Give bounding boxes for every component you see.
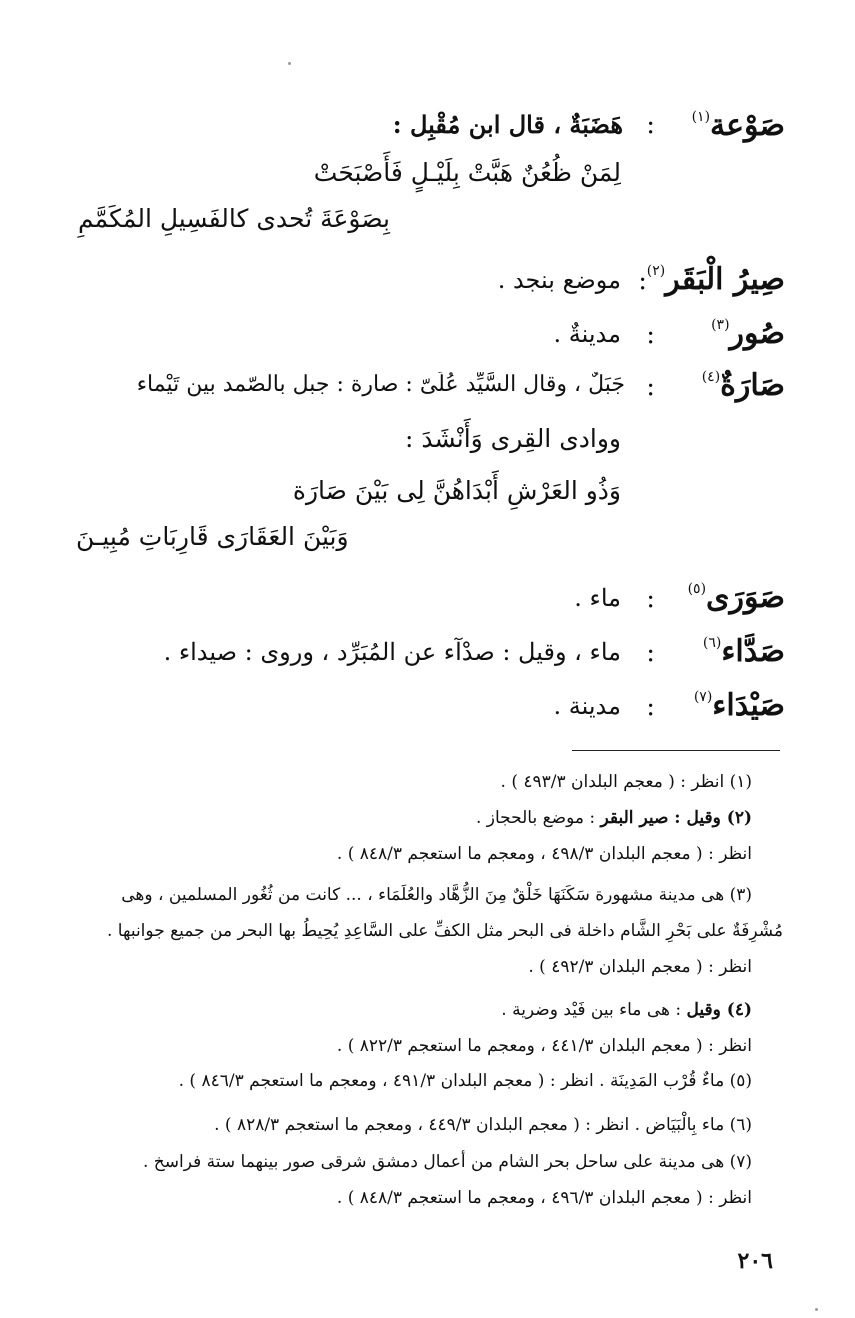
entry-colon: : [646,110,655,140]
entry-colon: : [646,584,655,614]
footnote-4a [501,1000,752,1020]
footnote-text: : هى ماء بين فَيْد وضرية . [501,1000,687,1020]
entry-term: صَوَرَى [706,580,785,615]
footnote-2a [476,808,752,828]
verse-line: وَبَيْنَ العَقَارَى قَارِبَاتِ مُبِيـنَ [76,522,349,551]
entry-sawara [688,580,785,615]
entry-term: صَدَّاء [721,634,785,669]
footnote-bold-label: (٤) وقيل [686,1000,752,1020]
entry-definition: جَبَلٌ ، وقال السَّيِّد عُلَىّ : صارة : جبل بالصّمد بين تَيْماء [136,372,625,397]
entry-sawa [692,108,785,143]
entry-term: صِيرُ الْبَقَر [665,262,785,297]
verse-line: لِمَنْ ظُعُنٌ هَبَّتْ بِلَيْـلٍ فَأَصْبَحَتْ [313,158,621,187]
footnote-marker: (٢) [646,263,666,279]
footnote-3a: (٣) هى مدينة مشهورة سَكَنَهَا خَلْقٌ مِنَ الزُّهَّاد والعُلَمَاء ، ... كانت من ثُغُور المسلمين ، وهى [121,885,752,905]
entry-definition: ماء . [574,584,621,612]
entry-colon: : [638,266,647,296]
footnote-marker: (١) [691,109,711,125]
entry-definition: مدينةٌ . [553,320,621,348]
entry-continuation: ووادى القِرى وَأَنْشَدَ : [404,424,621,453]
entry-sadda [703,634,785,669]
footnote-marker: (٧) [693,689,713,705]
footnote-5: (٥) ماءٌ قُرْب المَدِينَة . انظر : ( معجم البلدان ٤٩١/٣ ، ومعجم ما استعجم ٨٤٦/٣ ) . [178,1071,752,1091]
footnote-text: : موضع بالحجاز . [475,808,601,828]
entry-definition: مدينة . [553,692,621,720]
speck [815,1308,818,1311]
entry-colon: : [646,638,655,668]
entry-sir-albaqar [647,262,785,297]
footnote-2b: انظر : ( معجم البلدان ٤٩٨/٣ ، ومعجم ما استعجم ٨٤٨/٣ ) . [336,844,752,864]
entry-colon: : [646,372,655,402]
footnote-1: (١) انظر : ( معجم البلدان ٤٩٣/٣ ) . [500,772,752,792]
entry-definition: موضع بنجد . [497,266,621,294]
entry-colon: : [646,692,655,722]
entry-term: صُور [729,316,785,351]
footnote-7b: انظر : ( معجم البلدان ٤٩٦/٣ ، ومعجم ما استعجم ٨٤٨/٣ ) . [336,1188,752,1208]
footnote-7a: (٧) هى مدينة على ساحل بحر الشام من أعمال دمشق شرقى صور بينهما ستة فراسخ . [142,1152,752,1172]
footnote-3c: انظر : ( معجم البلدان ٤٩٢/٣ ) . [528,957,752,977]
page-number: ٢٠٦ [737,1248,773,1274]
entry-definition: هَضَبَةٌ ، قال ابن مُقْبِل : [392,110,623,139]
verse-line: وَذُو العَرْشِ أَبْدَاهُنَّ لِى بَيْنَ صَارَة [292,476,621,505]
entry-term: صَوْعة [710,108,785,143]
entry-sayda [694,688,785,723]
entry-colon: : [646,320,655,350]
entry-definition: ماء ، وقيل : صدْآء عن المُبَرِّد ، وروى : صيداء . [163,638,621,666]
footnote-marker: (٤) [701,369,721,385]
footnote-separator [572,750,780,751]
footnote-bold-label: (٢) وقيل : صير البقر [600,808,752,828]
entry-sara [702,368,785,403]
footnote-4b: انظر : ( معجم البلدان ٤٤١/٣ ، ومعجم ما استعجم ٨٢٢/٣ ) . [336,1036,752,1056]
footnote-3b: مُشْرِفَةٌ على بَحْرِ الشَّام داخلة فى البحر مثل الكفِّ على السَّاعِدِ يُحِيطُ بها البحر من جميع جوانبها . [107,921,783,941]
footnote-marker: (٦) [702,635,722,651]
footnote-marker: (٥) [687,581,707,597]
entry-sur [711,316,785,351]
entry-term: صَارَةٌ [720,368,785,403]
footnote-6: (٦) ماء بِالْبَيَاض . انظر : ( معجم البلدان ٤٤٩/٣ ، ومعجم ما استعجم ٨٢٨/٣ ) . [214,1115,752,1135]
footnote-marker: (٣) [711,317,730,333]
entry-term: صَيْدَاء [712,688,785,723]
speck [288,62,291,65]
verse-line: بِصَوْعَةَ تُحدى كالفَسِيلِ المُكَمَّمِ [78,204,390,233]
